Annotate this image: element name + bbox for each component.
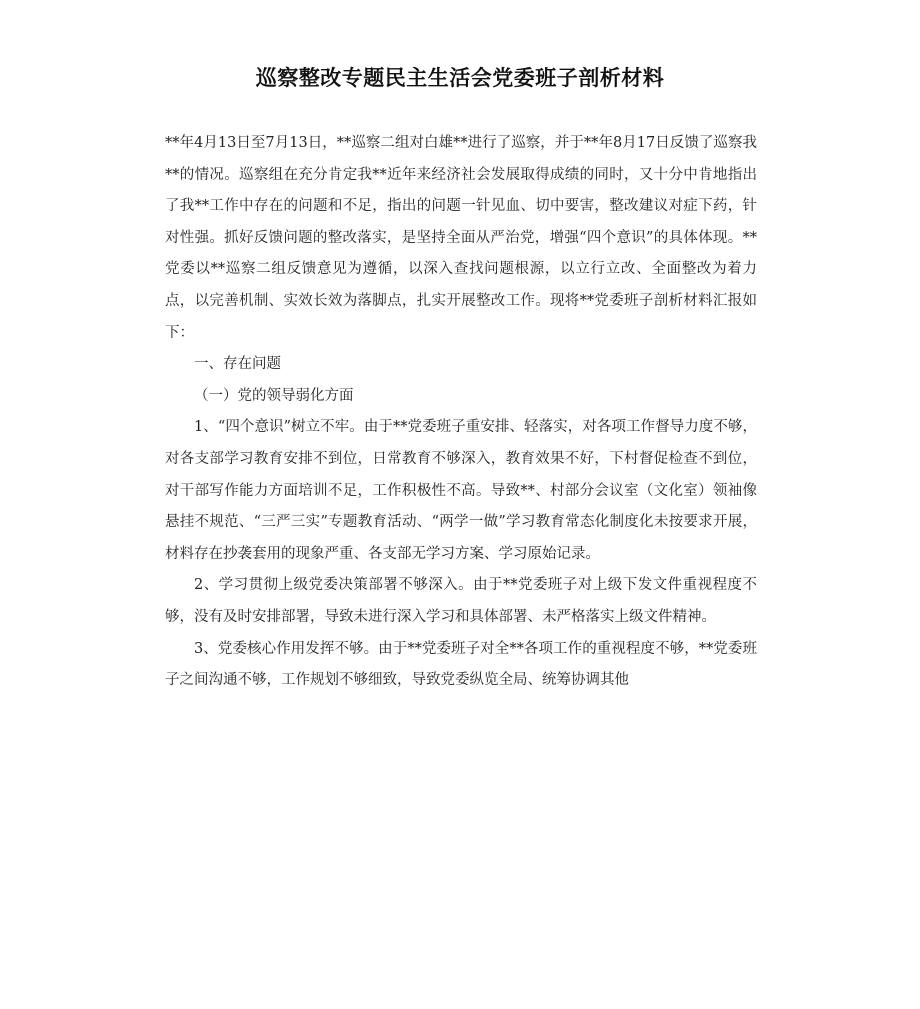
document-title: 巡察整改专题民主生活会党委班子剖析材料: [255, 66, 665, 90]
subsection-heading-1: （一）党的领导弱化方面: [194, 387, 354, 404]
item-paragraph-3: 3、党委核心作用发挥不够。由于**党委班子对全**各项工作的重视程度不够，**党委班子之间沟通不够，工作规划不够细致，导致党委纵览全局、统筹协调其他: [165, 640, 757, 689]
section-heading-1: 一、存在问题: [194, 356, 281, 373]
intro-paragraph: **年4月13日至7月13日，**巡察二组对白雄**进行了巡察，并于**年8月17日反馈了巡察我**的情况。巡察组在充分肯定我**近年来经济社会发展取得成绩的同时，又十分中肯地指出了我**工作中存在的问题和不足，指出的问题一针见血、切中要害，整改建议对症下药，针对性强。抓好反馈问题的整改落实，是坚持全面从严治党，增强“四个意识”的具体体现。**党委以**巡察二组反馈意见为遵循，以深入查找问题根源，以立行立改、全面整改为着力点，以完善机制、实效长效为落脚点，扎实开展整改工作。现将**党委班子剖析材料汇报如下：: [165, 135, 757, 341]
item-paragraph-1: 1、“四个意识”树立不牢。由于**党委班子重安排、轻落实，对各项工作督导力度不够，对各支部学习教育安排不到位，日常教育不够深入，教育效果不好，下村督促检查不到位，对干部写作能力方面培训不足，工作积极性不高。导致**、村部分会议室（文化室）领袖像悬挂不规范、“三严三实”专题教育活动、“两学一做”学习教育常态化制度化未按要求开展，材料存在抄袭套用的现象严重、各支部无学习方案、学习原始记录。: [165, 419, 757, 562]
item-paragraph-2: 2、学习贯彻上级党委决策部署不够深入。由于**党委班子对上级下发文件重视程度不够，没有及时安排部署，导致未进行深入学习和具体部署、未严格落实上级文件精神。: [165, 577, 757, 625]
document-body: [165, 128, 757, 697]
